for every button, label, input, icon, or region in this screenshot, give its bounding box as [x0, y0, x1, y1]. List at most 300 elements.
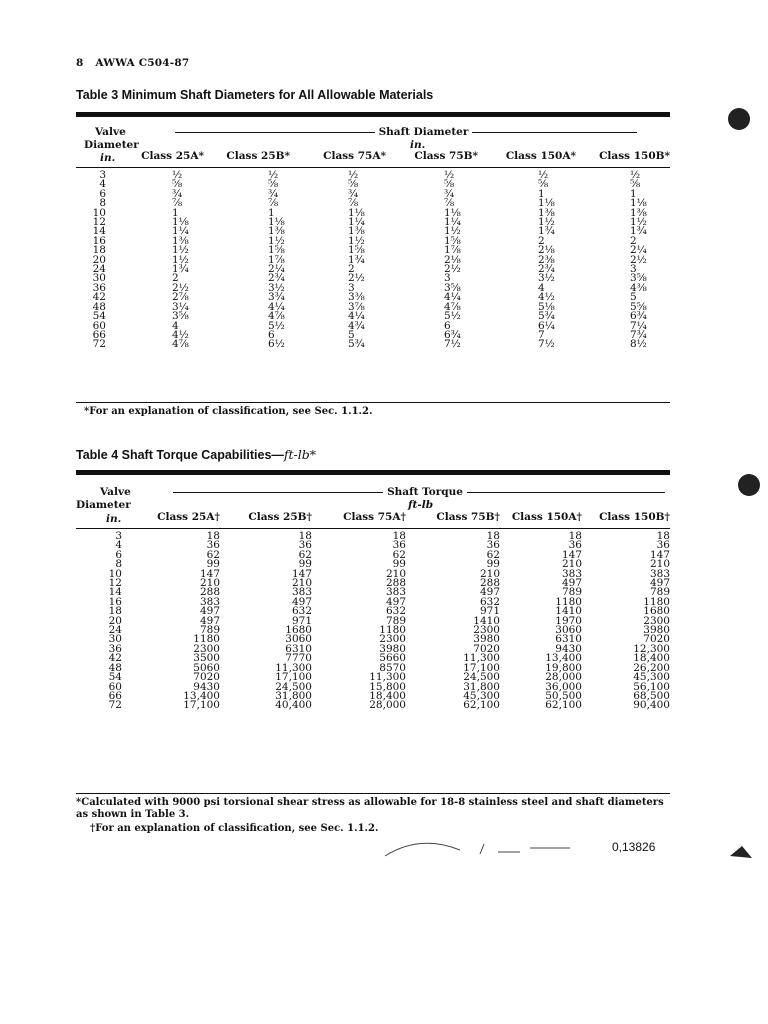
- running-header: [76, 57, 197, 69]
- table3-row: [76, 237, 670, 246]
- handwritten-stamp-number: 0,13826: [612, 840, 656, 854]
- table4-value-cell: 2300: [379, 633, 406, 646]
- table4-title-text: Table 4 Shaft Torque Capabilities—: [76, 448, 284, 462]
- table4-value-cell: 90,400: [633, 699, 670, 712]
- table3-value-cell: 2⅜: [538, 253, 555, 266]
- table3-value-cell: 1⅜: [172, 234, 189, 247]
- table3-value-cell: 1¼: [172, 225, 189, 238]
- table4-group-header: [172, 486, 666, 498]
- table3-value-cell: 5: [348, 328, 355, 341]
- table4-value-cell: 497: [199, 605, 220, 618]
- table3-diameter-cell: 48: [92, 300, 106, 313]
- table3-value-cell: 1¾: [538, 225, 555, 238]
- table3-value-cell: 2: [348, 263, 355, 276]
- table3-value-cell: 1⅝: [268, 244, 285, 257]
- table4-value-cell: 9430: [555, 642, 582, 655]
- table4-value-cell: 62,100: [463, 699, 500, 712]
- table4-diameter-cell: 4: [115, 539, 122, 552]
- table4-bottom-rule: [76, 793, 670, 794]
- table4-value-cell: 1180: [193, 633, 220, 646]
- table3-diameter-cell: 30: [92, 272, 106, 285]
- table3-value-cell: 3¼: [172, 300, 189, 313]
- table4-value-cell: 28,000: [369, 699, 406, 712]
- table4-value-cell: 99: [392, 558, 406, 571]
- table3-row: [76, 340, 670, 349]
- table4-value-cell: 18: [392, 530, 406, 542]
- table3-value-cell: 1⅜: [630, 206, 647, 219]
- table4-diameter-cell: 60: [108, 680, 122, 693]
- table4-title-unit: ft-lb*: [283, 447, 317, 462]
- table4-value-cell: 68,500: [633, 689, 670, 702]
- table3-value-cell: 4⅞: [444, 300, 461, 313]
- table3-value-cell: 1: [172, 206, 179, 219]
- table4-value-cell: 40,400: [275, 699, 312, 712]
- table4-value-cell: 789: [385, 614, 406, 627]
- table3-class-headers: [76, 152, 670, 161]
- table3-value-cell: 1½: [444, 225, 461, 238]
- table3-value-cell: 4⅞: [172, 338, 189, 351]
- table3-value-cell: 2½: [630, 253, 647, 266]
- table3-value-cell: 3: [444, 272, 451, 285]
- table3-row: [76, 209, 670, 218]
- table3-class-header: Class 25B*: [226, 150, 290, 162]
- table4-value-cell: 383: [561, 567, 582, 580]
- table4-value-cell: 147: [561, 548, 582, 561]
- table4-diameter-cell: 48: [108, 661, 122, 674]
- table4-value-cell: 62: [206, 548, 220, 561]
- table3-col0-line3: in.: [100, 152, 116, 164]
- table3-value-cell: ⅝: [268, 178, 279, 191]
- table4-value-cell: 62: [298, 548, 312, 561]
- table3-value-cell: ½: [172, 169, 183, 181]
- table3-value-cell: 7¾: [630, 328, 647, 341]
- table3-row: [76, 322, 670, 331]
- table4-value-cell: 17,100: [183, 699, 220, 712]
- table4-value-cell: 11,300: [275, 661, 312, 674]
- table3-row: [76, 293, 670, 302]
- table3-value-cell: 6¾: [630, 310, 647, 323]
- table3-value-cell: ⅝: [538, 178, 549, 191]
- table4-value-cell: 1180: [643, 595, 670, 608]
- table3-value-cell: 1¼: [348, 216, 365, 229]
- table3-value-cell: 1¼: [444, 216, 461, 229]
- table3-value-cell: 2: [538, 234, 545, 247]
- table4-value-cell: 1180: [555, 595, 582, 608]
- table3-value-cell: 6: [268, 328, 275, 341]
- table4-diameter-cell: 3: [115, 530, 122, 542]
- table3-value-cell: 4⅞: [268, 310, 285, 323]
- table4-value-cell: 632: [291, 605, 312, 618]
- table4-value-cell: 6310: [285, 642, 312, 655]
- table4-value-cell: 13,400: [183, 689, 220, 702]
- table4-title: [76, 447, 316, 462]
- table3-diameter-cell: 16: [92, 234, 106, 247]
- table3-diameter-cell: 66: [92, 328, 106, 341]
- table3-value-cell: 1⅜: [538, 206, 555, 219]
- table3-value-cell: 8½: [630, 338, 647, 351]
- table3-value-cell: 2: [172, 272, 179, 285]
- table4-value-cell: 632: [479, 595, 500, 608]
- table4-value-cell: 632: [385, 605, 406, 618]
- standard-id: AWWA C504-87: [95, 57, 190, 69]
- table3-class-header: Class 25A*: [141, 150, 204, 162]
- table3-diameter-cell: 36: [92, 281, 106, 294]
- table3-value-cell: 2⅞: [172, 291, 189, 304]
- table3-diameter-cell: 12: [92, 216, 106, 229]
- table3-row: [76, 284, 670, 293]
- table4-col0-line2: Diameter: [76, 499, 131, 511]
- table3-value-cell: ⅝: [444, 178, 455, 191]
- table3-value-cell: 3⅝: [630, 272, 647, 285]
- table3-value-cell: 5¾: [348, 338, 365, 351]
- table3-value-cell: 1¾: [172, 263, 189, 276]
- table3-value-cell: 4¼: [444, 291, 461, 304]
- table4-value-cell: 24,500: [463, 671, 500, 684]
- table3-value-cell: 2¼: [268, 263, 285, 276]
- table3-value-cell: 2¾: [268, 272, 285, 285]
- table4-value-cell: 36: [656, 539, 670, 552]
- table4-col0-line1: Valve: [100, 486, 131, 498]
- table3-group-label: Shaft Diameter: [378, 126, 469, 138]
- table3-row: [76, 227, 670, 236]
- table3-diameter-cell: 60: [92, 319, 106, 332]
- table4-value-cell: 2300: [473, 624, 500, 637]
- table3-value-cell: 1⅛: [172, 216, 189, 229]
- table4-class-header: Class 25A†: [157, 511, 220, 523]
- table3-value-cell: 4⅜: [630, 281, 647, 294]
- table4-value-cell: 383: [385, 586, 406, 599]
- table4-value-cell: 147: [291, 567, 312, 580]
- table4-value-cell: 210: [385, 567, 406, 580]
- table3-value-cell: 4¼: [348, 310, 365, 323]
- table4-class-header: Class 75A†: [343, 511, 406, 523]
- table4-value-cell: 3980: [643, 624, 670, 637]
- table3-col0-line1: Valve: [95, 126, 126, 138]
- table4-header-rule: [76, 528, 670, 529]
- table3-value-cell: 3⅝: [444, 281, 461, 294]
- table3-value-cell: 3½: [538, 272, 555, 285]
- table3-value-cell: 5½: [444, 310, 461, 323]
- table3-value-cell: 2½: [172, 281, 189, 294]
- table4-value-cell: 62,100: [545, 699, 582, 712]
- table4-value-cell: 50,500: [545, 689, 582, 702]
- table3-diameter-cell: 72: [92, 338, 106, 351]
- table4-value-cell: 7020: [473, 642, 500, 655]
- table4-value-cell: 28,000: [545, 671, 582, 684]
- table4-value-cell: 2300: [193, 642, 220, 655]
- table4-value-cell: 18,400: [633, 652, 670, 665]
- table4-value-cell: 1180: [379, 624, 406, 637]
- binder-hole-mark: [738, 474, 760, 496]
- table3-row: [76, 303, 670, 312]
- binder-hole-mark: [728, 108, 750, 130]
- table3-value-cell: 7¼: [630, 319, 647, 332]
- table3-title: Table 3 Minimum Shaft Diameters for All Allowable Materials: [76, 88, 434, 102]
- table4-diameter-cell: 36: [108, 642, 122, 655]
- table4-value-cell: 7770: [285, 652, 312, 665]
- table3-value-cell: 3⅞: [348, 300, 365, 313]
- table3-value-cell: ⅝: [172, 178, 183, 191]
- table3-diameter-cell: 10: [92, 206, 106, 219]
- table3-value-cell: ¾: [348, 187, 359, 200]
- table4-value-cell: 62: [486, 548, 500, 561]
- table3-value-cell: 1⅛: [268, 216, 285, 229]
- table4-value-cell: 26,200: [633, 661, 670, 674]
- table4-value-cell: 24,500: [275, 680, 312, 693]
- table4-value-cell: 99: [298, 558, 312, 571]
- table4-value-cell: 11,300: [463, 652, 500, 665]
- table4-diameter-cell: 18: [108, 605, 122, 618]
- table3-row: [76, 331, 670, 340]
- table4-group-label: Shaft Torque: [387, 486, 463, 498]
- table4-value-cell: 971: [479, 605, 500, 618]
- table3-value-cell: 2¾: [538, 263, 555, 276]
- table3-value-cell: 1⅝: [348, 244, 365, 257]
- table4-value-cell: 6310: [555, 633, 582, 646]
- table3-row: [76, 218, 670, 227]
- table4-value-cell: 497: [385, 595, 406, 608]
- table4-value-cell: 9430: [193, 680, 220, 693]
- table3-bottom-rule: [76, 402, 670, 403]
- table3-value-cell: 2½: [348, 272, 365, 285]
- table4-value-cell: 497: [199, 614, 220, 627]
- table3-row: [76, 180, 670, 189]
- table4-value-cell: 210: [291, 577, 312, 590]
- table4-diameter-cell: 12: [108, 577, 122, 590]
- table4-value-cell: 62: [392, 548, 406, 561]
- table3-value-cell: 1: [538, 187, 545, 200]
- table4-value-cell: 99: [486, 558, 500, 571]
- table4-value-cell: 7020: [193, 671, 220, 684]
- table3-row: [76, 171, 670, 180]
- table3-row: [76, 199, 670, 208]
- table3-value-cell: 6½: [268, 338, 285, 351]
- table4-value-cell: 210: [479, 567, 500, 580]
- table3-value-cell: 1½: [172, 253, 189, 266]
- table4-value-cell: 36: [392, 539, 406, 552]
- table4-value-cell: 15,800: [369, 680, 406, 693]
- table3-diameter-cell: 18: [92, 244, 106, 257]
- table4-value-cell: 11,300: [369, 671, 406, 684]
- table4-diameter-cell: 16: [108, 595, 122, 608]
- table4-value-cell: 147: [649, 548, 670, 561]
- table4-value-cell: 99: [206, 558, 220, 571]
- table3-value-cell: 7½: [444, 338, 461, 351]
- table3-value-cell: ½: [268, 169, 279, 181]
- table4-value-cell: 288: [479, 577, 500, 590]
- table4-value-cell: 789: [561, 586, 582, 599]
- table3-value-cell: 3⅝: [172, 310, 189, 323]
- table4-value-cell: 497: [561, 577, 582, 590]
- table4-value-cell: 210: [199, 577, 220, 590]
- table3-value-cell: 4½: [538, 291, 555, 304]
- table3-diameter-cell: 8: [99, 197, 106, 210]
- table4-value-cell: 3500: [193, 652, 220, 665]
- table4-value-cell: 18: [656, 530, 670, 542]
- table4-value-cell: 31,800: [463, 680, 500, 693]
- table3-group-header: [172, 126, 640, 138]
- table4-diameter-cell: 72: [108, 699, 122, 712]
- table3-value-cell: 1¾: [348, 253, 365, 266]
- table3-value-cell: 3¾: [268, 291, 285, 304]
- table3-value-cell: ¾: [172, 187, 183, 200]
- table4-value-cell: 3060: [285, 633, 312, 646]
- table4-value-cell: 45,300: [463, 689, 500, 702]
- table4-body: [76, 532, 670, 711]
- table3-value-cell: 1: [630, 187, 637, 200]
- table4-diameter-cell: 10: [108, 567, 122, 580]
- table3-value-cell: 4½: [172, 328, 189, 341]
- table4-value-cell: 789: [649, 586, 670, 599]
- table3-value-cell: ⅝: [630, 178, 641, 191]
- table3-value-cell: 1⅜: [348, 225, 365, 238]
- table3-value-cell: 1: [268, 206, 275, 219]
- table4-value-cell: 19,800: [545, 661, 582, 674]
- table4-footnote-2: †For an explanation of classification, see Sec. 1.1.2.: [90, 823, 379, 834]
- table3-value-cell: 6¼: [538, 319, 555, 332]
- table3-value-cell: 5: [630, 291, 637, 304]
- table3-value-cell: 3: [630, 263, 637, 276]
- table3-value-cell: 4: [172, 319, 179, 332]
- table3-value-cell: 1½: [348, 234, 365, 247]
- table3-value-cell: 1⅝: [444, 234, 461, 247]
- table4-value-cell: 13,400: [545, 652, 582, 665]
- table4-unit: ft-lb: [408, 499, 434, 511]
- table4-value-cell: 497: [479, 586, 500, 599]
- table3-class-header: Class 75A*: [323, 150, 386, 162]
- table4-col0-line3: in.: [106, 513, 122, 525]
- table4-value-cell: 383: [291, 586, 312, 599]
- table3-class-header: Class 150A*: [505, 150, 576, 162]
- table4-value-cell: 2300: [643, 614, 670, 627]
- table3-value-cell: 3⅜: [348, 291, 365, 304]
- table4-diameter-cell: 30: [108, 633, 122, 646]
- corner-mark: [730, 844, 752, 860]
- table4-value-cell: 17,100: [275, 671, 312, 684]
- table4-value-cell: 3980: [379, 642, 406, 655]
- table3-value-cell: ¾: [268, 187, 279, 200]
- table4-value-cell: 497: [649, 577, 670, 590]
- table4-diameter-cell: 24: [108, 624, 122, 637]
- table3-value-cell: 2⅛: [444, 253, 461, 266]
- table3-value-cell: 1½: [172, 244, 189, 257]
- table3-header-rule: [76, 167, 670, 168]
- table4-diameter-cell: 20: [108, 614, 122, 627]
- table3-value-cell: 2½: [444, 263, 461, 276]
- table3-value-cell: 1⅛: [444, 206, 461, 219]
- table4-footnote-1: *Calculated with 9000 psi torsional shear stress as allowable for 18-8 stainless steel and shaft diameters as shown in Table 3.: [76, 797, 664, 820]
- table4-value-cell: 5660: [379, 652, 406, 665]
- table4-value-cell: 18: [298, 530, 312, 542]
- table4-value-cell: 18: [206, 530, 220, 542]
- table4-diameter-cell: 66: [108, 689, 122, 702]
- table3-value-cell: 7: [538, 328, 545, 341]
- table4-value-cell: 1410: [473, 614, 500, 627]
- table3-value-cell: 5¾: [538, 310, 555, 323]
- table3-value-cell: ½: [444, 169, 455, 181]
- table3-value-cell: 7½: [538, 338, 555, 351]
- table4-value-cell: 1410: [555, 605, 582, 618]
- table4-diameter-cell: 14: [108, 586, 122, 599]
- table4-class-headers: [76, 513, 670, 522]
- table4-value-cell: 1680: [285, 624, 312, 637]
- page-number: 8: [76, 57, 84, 69]
- table3-value-cell: 2: [630, 234, 637, 247]
- table3-value-cell: 2⅛: [538, 244, 555, 257]
- table3-value-cell: ⅞: [268, 197, 279, 210]
- table3-value-cell: 1¾: [630, 225, 647, 238]
- table4-value-cell: 36: [206, 539, 220, 552]
- table4-value-cell: 56,100: [633, 680, 670, 693]
- table3-top-rule: [76, 112, 670, 117]
- table4-value-cell: 210: [561, 558, 582, 571]
- table3-value-cell: 1⅜: [268, 225, 285, 238]
- table3-row: [76, 274, 670, 283]
- table4-value-cell: 36: [298, 539, 312, 552]
- table3-value-cell: 1⅛: [630, 197, 647, 210]
- table3-value-cell: ½: [538, 169, 549, 181]
- table3-diameter-cell: 14: [92, 225, 106, 238]
- table3-value-cell: 4¾: [348, 319, 365, 332]
- table3-value-cell: 5½: [268, 319, 285, 332]
- table4-class-header: Class 75B†: [436, 511, 500, 523]
- table3-value-cell: ½: [348, 169, 359, 181]
- table4-value-cell: 18,400: [369, 689, 406, 702]
- table3-value-cell: 4¼: [268, 300, 285, 313]
- table4-value-cell: 971: [291, 614, 312, 627]
- table3-value-cell: 1½: [630, 216, 647, 229]
- table4-value-cell: 18: [486, 530, 500, 542]
- table4-value-cell: 1970: [555, 614, 582, 627]
- table3-diameter-cell: 20: [92, 253, 106, 266]
- table3-row: [76, 312, 670, 321]
- table3-diameter-cell: 4: [99, 178, 106, 191]
- table4-value-cell: 497: [291, 595, 312, 608]
- table4-value-cell: 12,300: [633, 642, 670, 655]
- table4-value-cell: 288: [199, 586, 220, 599]
- table4-value-cell: 383: [649, 567, 670, 580]
- table4-row: [76, 701, 670, 710]
- table3-value-cell: ⅝: [348, 178, 359, 191]
- table3-diameter-cell: 6: [99, 187, 106, 200]
- table4-diameter-cell: 54: [108, 671, 122, 684]
- table4-value-cell: 5060: [193, 661, 220, 674]
- table3-value-cell: ¾: [444, 187, 455, 200]
- table3-row: [76, 246, 670, 255]
- table4-diameter-cell: 42: [108, 652, 122, 665]
- table3-value-cell: 3½: [268, 281, 285, 294]
- table4-value-cell: 383: [199, 595, 220, 608]
- table4-top-rule: [76, 470, 670, 475]
- table3-value-cell: 1⅛: [538, 197, 555, 210]
- table3-value-cell: ⅞: [348, 197, 359, 210]
- table3-value-cell: 6: [444, 319, 451, 332]
- table3-value-cell: 4: [538, 281, 545, 294]
- table3-row: [76, 190, 670, 199]
- table3-value-cell: ⅞: [444, 197, 455, 210]
- table3-value-cell: 5⅛: [538, 300, 555, 313]
- table4-value-cell: 31,800: [275, 689, 312, 702]
- table3-value-cell: 3: [348, 281, 355, 294]
- table4-class-header: Class 25B†: [248, 511, 312, 523]
- table4-value-cell: 789: [199, 624, 220, 637]
- table3-row: [76, 256, 670, 265]
- table4-value-cell: 36,000: [545, 680, 582, 693]
- table4-value-cell: 210: [649, 558, 670, 571]
- table4-value-cell: 147: [199, 567, 220, 580]
- table4-value-cell: 36: [568, 539, 582, 552]
- table3-value-cell: 1½: [268, 234, 285, 247]
